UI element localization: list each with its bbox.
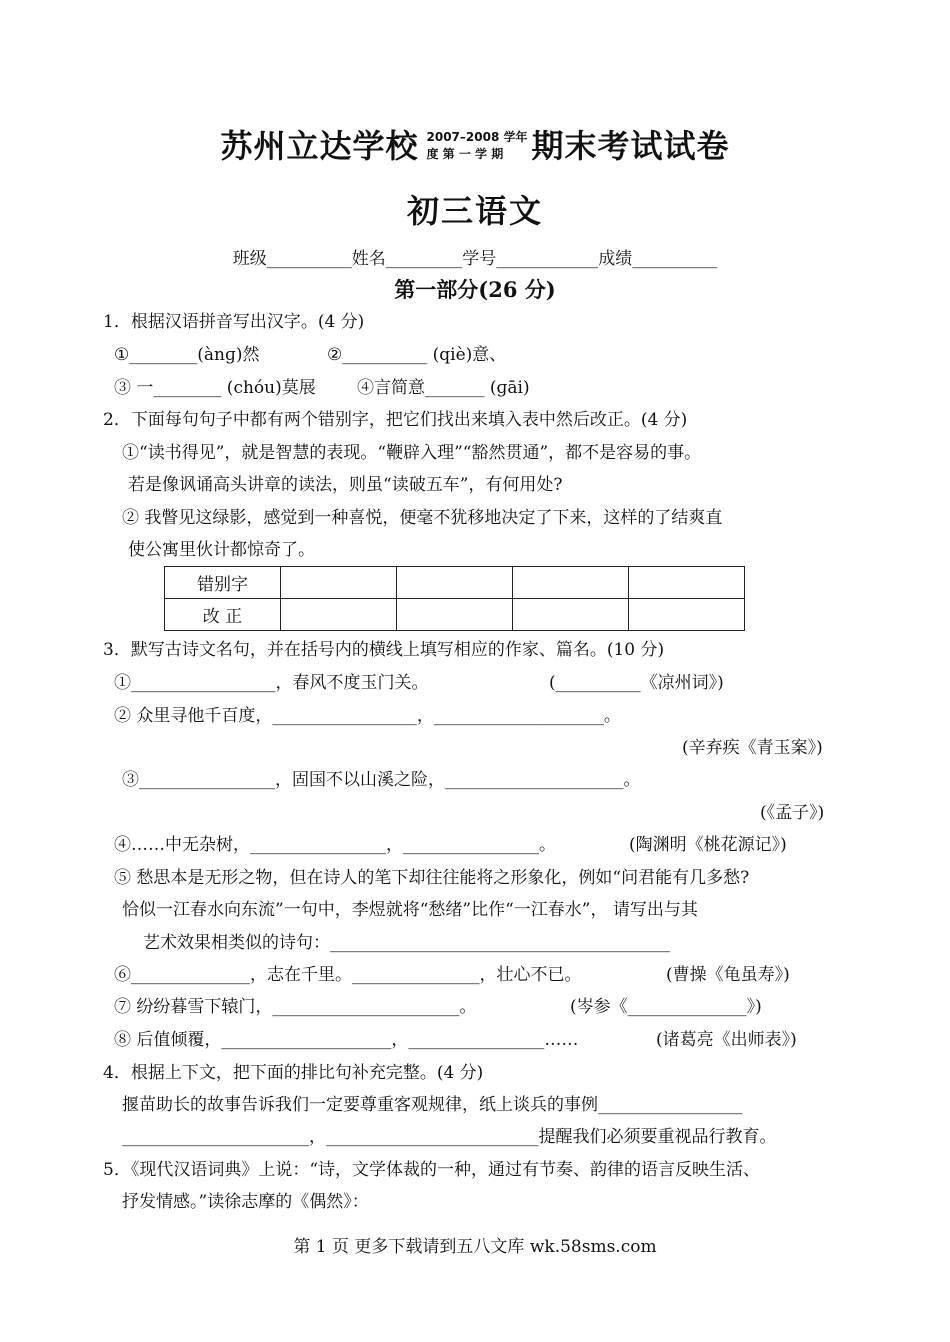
table-cell[interactable] bbox=[397, 567, 513, 599]
table-row bbox=[165, 567, 745, 599]
question-5-line-2: 抒发情感。”读徐志摩的《偶然》： bbox=[122, 1192, 369, 1212]
q3-item-5a: ⑤ 愁思本是无形之物，但在诗人的笔下却往往能将之形象化，例如“问君能有几多愁? bbox=[114, 868, 750, 888]
q3-item-4-source: (陶渊明《桃花源记》) bbox=[629, 835, 787, 855]
exam-name: 期末考试试卷 bbox=[531, 127, 730, 165]
table-label-correction: 改 正 bbox=[165, 599, 281, 631]
exam-title bbox=[0, 118, 950, 170]
student-info-line: 班级__________姓名_________学号____________成绩__________ bbox=[232, 249, 718, 269]
subject-title: 初三语文 bbox=[406, 192, 543, 230]
q1-item-2: ②__________ (qiè)意、 bbox=[327, 345, 507, 365]
q3-item-6: ⑥______________，志在千里。_______________，壮心不已。 bbox=[114, 965, 582, 985]
table-cell[interactable] bbox=[397, 599, 513, 631]
q2-sentence-2a: ② 我瞥见这绿影，感觉到一种喜悦，便毫不犹移地决定了下来，这样的了结爽直 bbox=[122, 508, 723, 528]
q3-item-8: ⑧ 后值倾覆，____________________，________________…… bbox=[114, 1030, 579, 1050]
question-2: 2．下面每句句子中都有两个错别字，把它们找出来填入表中然后改正。(4 分) bbox=[103, 410, 688, 430]
academic-year-top: 2007–2008 学年 bbox=[426, 130, 528, 144]
school-name: 苏州立达学校 bbox=[220, 127, 419, 165]
q3-item-2-source: (辛弃疾《青玉案》) bbox=[682, 738, 823, 758]
q3-item-1-source: (__________《凉州词》) bbox=[549, 673, 724, 693]
q3-item-7: ⑦ 纷纷暮雪下辕门，______________________。 bbox=[114, 997, 477, 1017]
q3-item-4: ④……中无杂树，________________，________________。 bbox=[114, 835, 556, 855]
question-5: 5．《现代汉语词典》上说：“诗，文学体裁的一种，通过有节奏、韵律的语言反映生活、 bbox=[103, 1160, 761, 1180]
q2-sentence-1b: 若是像讽诵高头讲章的读法，则虽“读破五车”，有何用处? bbox=[128, 475, 563, 495]
q3-item-6-source: (曹操《龟虽寿》) bbox=[666, 965, 790, 985]
q3-item-2: ② 众里寻他千百度，_________________，____________________。 bbox=[114, 706, 621, 726]
q3-item-5c: 艺术效果相类似的诗句：________________________________________ bbox=[143, 933, 670, 953]
table-cell[interactable] bbox=[629, 599, 745, 631]
q3-item-3-source: (《孟子》) bbox=[760, 803, 825, 823]
table-cell[interactable] bbox=[513, 567, 629, 599]
q1-item-3: ③ 一________ (chóu)莫展 bbox=[114, 378, 316, 398]
q3-item-8-source: (诸葛亮《出师表》) bbox=[656, 1030, 797, 1050]
academic-year-bottom: 度 第 一 学 期 bbox=[426, 147, 504, 161]
table-cell[interactable] bbox=[281, 599, 397, 631]
correction-table bbox=[164, 566, 745, 631]
q3-item-1: ①_________________，春风不度玉门关。 bbox=[114, 673, 429, 693]
page-footer: 第 1 页 更多下载请到五八文库 wk.58sms.com bbox=[293, 1237, 657, 1257]
q2-sentence-2b: 使公寓里伙计都惊奇了。 bbox=[128, 540, 315, 560]
question-1: 1．根据汉语拼音写出汉字。(4 分) bbox=[103, 312, 365, 332]
q3-item-5b: 恰似一江春水向东流”一句中，李煜就将“愁绪”比作“一江春水”， 请写出与其 bbox=[122, 900, 698, 920]
table-cell[interactable] bbox=[513, 599, 629, 631]
q3-item-3: ③________________，固国不以山溪之险，_____________________。 bbox=[122, 770, 641, 790]
academic-year bbox=[427, 129, 528, 163]
q1-item-4: ④言简意_______ (ɡāi) bbox=[357, 378, 530, 398]
table-cell[interactable] bbox=[629, 567, 745, 599]
table-cell[interactable] bbox=[281, 567, 397, 599]
table-label-wrong-chars: 错别字 bbox=[165, 567, 281, 599]
question-4: 4．根据上下文，把下面的排比句补充完整。(4 分) bbox=[103, 1063, 484, 1083]
question-3: 3．默写古诗文名句，并在括号内的横线上填写相应的作家、篇名。(10 分) bbox=[103, 640, 665, 660]
q4-line-1: 揠苗助长的故事告诉我们一定要尊重客观规律，纸上谈兵的事例_________________ bbox=[122, 1095, 743, 1115]
q2-sentence-1a: ①“读书得见”，就是智慧的表现。“鞭辟入理”“豁然贯通”，都不是容易的事。 bbox=[122, 443, 702, 463]
q4-line-2: ______________________，_________________________提醒我们必须要重视品行教育。 bbox=[122, 1127, 777, 1147]
part-title: 第一部分(26 分) bbox=[394, 277, 556, 302]
q1-item-1: ①________(ànɡ)然 bbox=[114, 345, 260, 365]
table-row bbox=[165, 599, 745, 631]
q3-item-7-source: (岑参《______________》) bbox=[570, 997, 762, 1017]
